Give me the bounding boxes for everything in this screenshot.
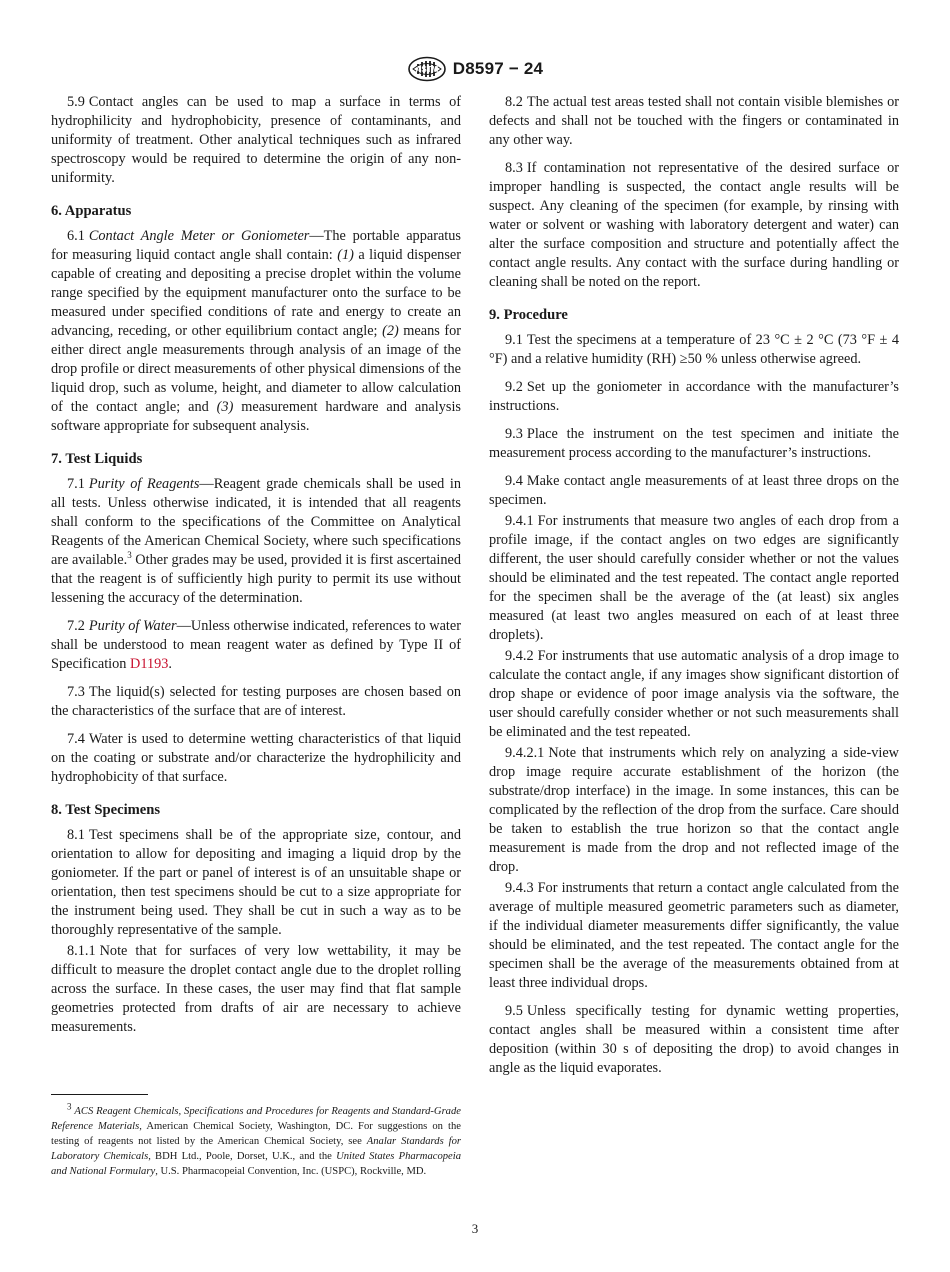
section-9-3: 9.3 Place the instrument on the test specimen and initiate the measurement process according to the manufacturer’s instructions. [489, 426, 899, 461]
section-9-2: 9.2 Set up the goniometer in accordance with the manufacturer’s instructions. [489, 379, 899, 414]
heading-procedure: 9. Procedure [489, 307, 568, 323]
section-8-2: 8.2 The actual test areas tested shall not contain visible blemishes or defects and shall not be touched with the fingers or contaminated in any other way. [489, 94, 899, 148]
footnote-ref-3[interactable]: 3 [127, 550, 132, 561]
section-8-3: 8.3 If contamination not representative of the desired surface or improper handling is suspected, the contact angle results will be suspect. Any cleaning of the specimen (for example, by rinsing with water or solvent or washing with laboratory detergent and water) can alter the surface composition and structure and potentially affect the contact angle results. Any contact with the surface during handling or cleaning shall be noted on the report. [489, 160, 899, 290]
footnote-3: $^3$ ACS Reagent Chemicals, Specifications and Procedures for Reagents and Standard-Grade Reference Materials, American Chemical Society, Washington, DC. For suggestions on the testing of reagents not listed by the American Chemical Society, see Analar Standards for Laboratory Chemicals, BDH Ltd., Poole, Dorset, U.K., and the United States Pharmacopeia and National Formulary, U.S. Pharmacopeial Convention, Inc. (USPC), Rockville, MD. [51, 1101, 462, 1177]
page-number: 3 [471, 1221, 479, 1236]
svg-text:ASTM: ASTM [415, 65, 439, 74]
section-7-1: 7.1 Purity of Reagents—Reagent grade chemicals shall be used in all tests. Unless otherwise indicated, it is intended that all reagents shall conform to the specifications of the Committee on Analytical Reagents of the American Chemical Society, where such specifications are available.$^3$ Other grades may be used, provided it is first ascertained that the reagent is of sufficiently high purity to permit its use without lessening the accuracy of the determination. [51, 476, 461, 606]
section-5-9: 5.9 Contact angles can be used to map a surface in terms of hydrophilicity and hydrophobicity, presence of contaminants, and uniformity of treatment. Other analytical techniques such as infrared spectroscopy would be required to determine the origin of any non-uniformity. [51, 94, 461, 186]
section-9-4-2: 9.4.2 For instruments that use automatic analysis of a drop image to calculate the contact angle, if any images show significant distortion of drop shape or evidence of poor image analysis via the software, the user should carefully consider whether or not such measurements shall be eliminated and the test repeated. [489, 648, 899, 740]
right-column [489, 93, 899, 1087]
footnote-divider [51, 1094, 148, 1095]
section-9-4: 9.4 Make contact angle measurements of at least three drops on the specimen. [489, 473, 899, 508]
section-8-1-1: 8.1.1 Note that for surfaces of very low wettability, it may be difficult to measure the droplet contact angle due to the droplet rolling across the surface. In these cases, the user may find that flat sample geometries protected from drafts of air are necessary to achieve measurements. [51, 943, 461, 1035]
heading-apparatus: 6. Apparatus [51, 203, 132, 219]
section-7-2: 7.2 Purity of Water—Unless otherwise indicated, references to water shall be understood to mean reagent water as defined by Type II of Specification D1193. [51, 618, 461, 672]
section-8-1: 8.1 Test specimens shall be of the appropriate size, contour, and orientation to allow for depositing and imaging a liquid drop by the goniometer. If the part or panel of interest is of an unsuitable shape or orientation, then test specimens should be cut to a size appropriate for the instrument being used. They shall be cut in such a way as to be thoroughly representative of the sample. [51, 827, 461, 938]
section-9-4-1: 9.4.1 For instruments that measure two angles of each drop from a profile image, if the contact angles on two edges are significantly different, the user should carefully consider whether or not the values should be eliminated and the test repeated. The contact angle reported for the specimen shall be the average of the (at least) six angles measured (at least two angles measured on each of at least three droplets). [489, 513, 899, 643]
page-header [0, 56, 950, 82]
link-d1193[interactable]: D1193 [130, 656, 169, 672]
section-6-1: 6.1 Contact Angle Meter or Goniometer—The portable apparatus for measuring liquid contact angle shall contain: (1) a liquid dispenser capable of creating and depositing a precise droplet within the volume range specified by the equipment manufacturer onto the surface to be measured under specified conditions of rate and energy to create an advancing, receding, or other equilibrium contact angle; (2) means for either direct angle measurements through analysis of an image of the drop profile or direct measurements of other physical dimensions of the liquid drop, such as volume, height, and diameter to allow calculation of the contact angle; and (3) measurement hardware and analysis software appropriate for subsequent analysis. [51, 228, 461, 434]
section-9-5: 9.5 Unless specifically testing for dynamic wetting properties, contact angles shall be measured within a consistent time after deposition (within 30 s of depositing the drop) to avoid changes in angle as the liquid evaporates. [489, 1003, 899, 1076]
astm-logo-icon [407, 56, 447, 82]
left-column [51, 93, 461, 1046]
section-7-4: 7.4 Water is used to determine wetting characteristics of that liquid on the coating or substrate and/or characterize the hydrophilicity and hydrophobicity of that surface. [51, 731, 461, 785]
document-designation: D8597 − 24 [452, 59, 544, 78]
section-9-4-3: 9.4.3 For instruments that return a contact angle calculated from the average of multiple measured geometric parameters such as diameter, if the individual diameter measurements differ significantly, the value should be eliminated, and the test repeated. The contact angle for the specimen shall be the average of the measurements obtained from at least three individual drops. [489, 880, 899, 991]
heading-test-liquids: 7. Test Liquids [51, 451, 143, 467]
section-9-1: 9.1 Test the specimens at a temperature of 23 °C ± 2 °C (73 °F ± 4 °F) and a relative humidity (RH) ≥50 % unless otherwise agreed. [489, 332, 899, 367]
heading-test-specimens: 8. Test Specimens [51, 802, 161, 818]
section-7-3: 7.3 The liquid(s) selected for testing purposes are chosen based on the characteristics of the surface that are of interest. [51, 684, 461, 719]
section-9-4-2-1: 9.4.2.1 Note that instruments which rely on analyzing a side-view drop image require accurate establishment of the horizon (the substrate/drop interface) in the image. In some instances, this can be complicated by the reflection of the drop from the surface. Care should be taken to establish the true horizon so that the contact angle measurement is made from the drop and not reflected image of the drop. [489, 745, 899, 875]
